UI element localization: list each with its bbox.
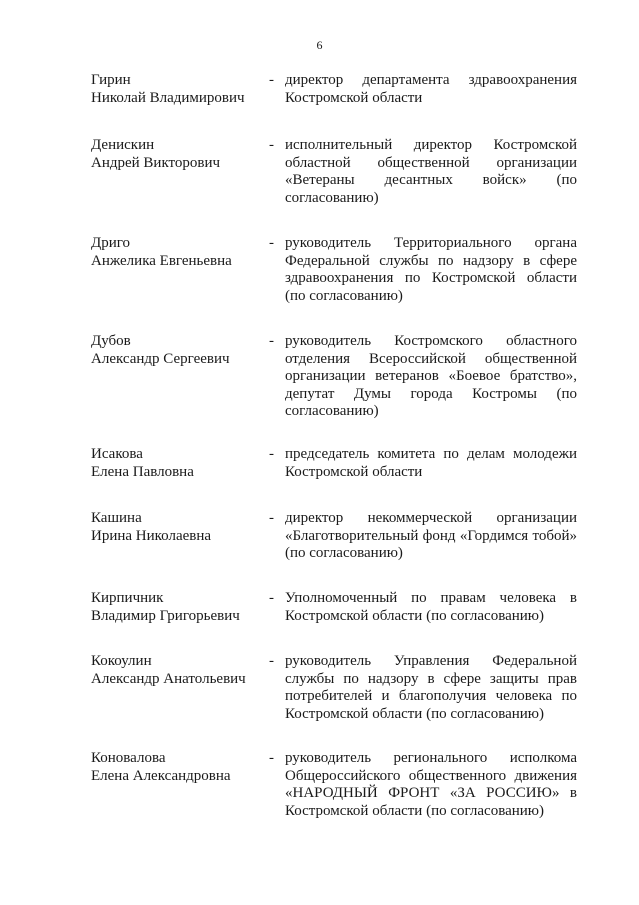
member-given-names: Елена Александровна <box>91 767 231 784</box>
member-surname: Гирин <box>91 72 131 88</box>
member-role: директор некоммерческой организации «Благотворительный фонд «Гордимся тобой» (по согласованию) <box>285 510 577 561</box>
member-role: руководитель регионального исполкома Общероссийского общественного движения «НАРОДНЫЙ ФРОНТ «ЗА РОССИЮ» в Костромской области (по согласованию) <box>285 750 577 819</box>
member-surname: Исакова <box>91 446 143 462</box>
member-given-names: Владимир Григорьевич <box>91 607 240 624</box>
dash-separator: - <box>269 750 274 766</box>
member-name <box>91 137 266 172</box>
member-surname: Дубов <box>91 333 131 349</box>
member-role: председатель комитета по делам молодежи Костромской области <box>285 446 577 480</box>
member-name <box>91 750 266 785</box>
member-given-names: Александр Анатольевич <box>91 670 246 687</box>
member-given-names: Александр Сергеевич <box>91 350 230 367</box>
member-role: руководитель Территориального органа Федеральной службы по надзору в сфере здравоохранения по Костромской области (по согласованию) <box>285 235 577 304</box>
page-number: 6 <box>316 38 323 52</box>
member-role: руководитель Костромского областного отделения Всероссийской общественной организации ветеранов «Боевое братство», депутат Думы города Костромы (по согласованию) <box>285 333 577 419</box>
member-name <box>91 510 266 545</box>
dash-separator: - <box>269 653 274 669</box>
member-name <box>91 72 266 107</box>
member-name <box>91 590 266 625</box>
dash-separator: - <box>269 510 274 526</box>
member-surname: Коновалова <box>91 750 166 766</box>
member-given-names: Николай Владимирович <box>91 89 245 106</box>
member-name <box>91 333 266 368</box>
member-name <box>91 235 266 270</box>
member-name <box>91 653 266 688</box>
member-surname: Кашина <box>91 510 142 526</box>
member-name <box>91 446 266 481</box>
member-role: директор департамента здравоохранения Костромской области <box>285 72 577 106</box>
dash-separator: - <box>269 333 274 349</box>
member-role: исполнительный директор Костромской областной общественной организации «Ветераны десантных войск» (по согласованию) <box>285 137 577 206</box>
dash-separator: - <box>269 137 274 153</box>
member-surname: Денискин <box>91 137 155 153</box>
dash-separator: - <box>269 72 274 88</box>
dash-separator: - <box>269 590 274 606</box>
dash-separator: - <box>269 235 274 251</box>
member-given-names: Ирина Николаевна <box>91 527 212 544</box>
member-role: Уполномоченный по правам человека в Костромской области (по согласованию) <box>285 590 577 624</box>
member-role: руководитель Управления Федеральной службы по надзору в сфере защиты прав потребителей и благополучия человека по Костромской области (по согласованию) <box>285 653 577 722</box>
member-given-names: Андрей Викторович <box>91 154 221 171</box>
member-given-names: Анжелика Евгеньевна <box>91 252 232 269</box>
member-surname: Дриго <box>91 235 131 251</box>
dash-separator: - <box>269 446 274 462</box>
member-given-names: Елена Павловна <box>91 463 194 480</box>
member-surname: Кокоулин <box>91 653 152 669</box>
member-surname: Кирпичник <box>91 590 164 606</box>
